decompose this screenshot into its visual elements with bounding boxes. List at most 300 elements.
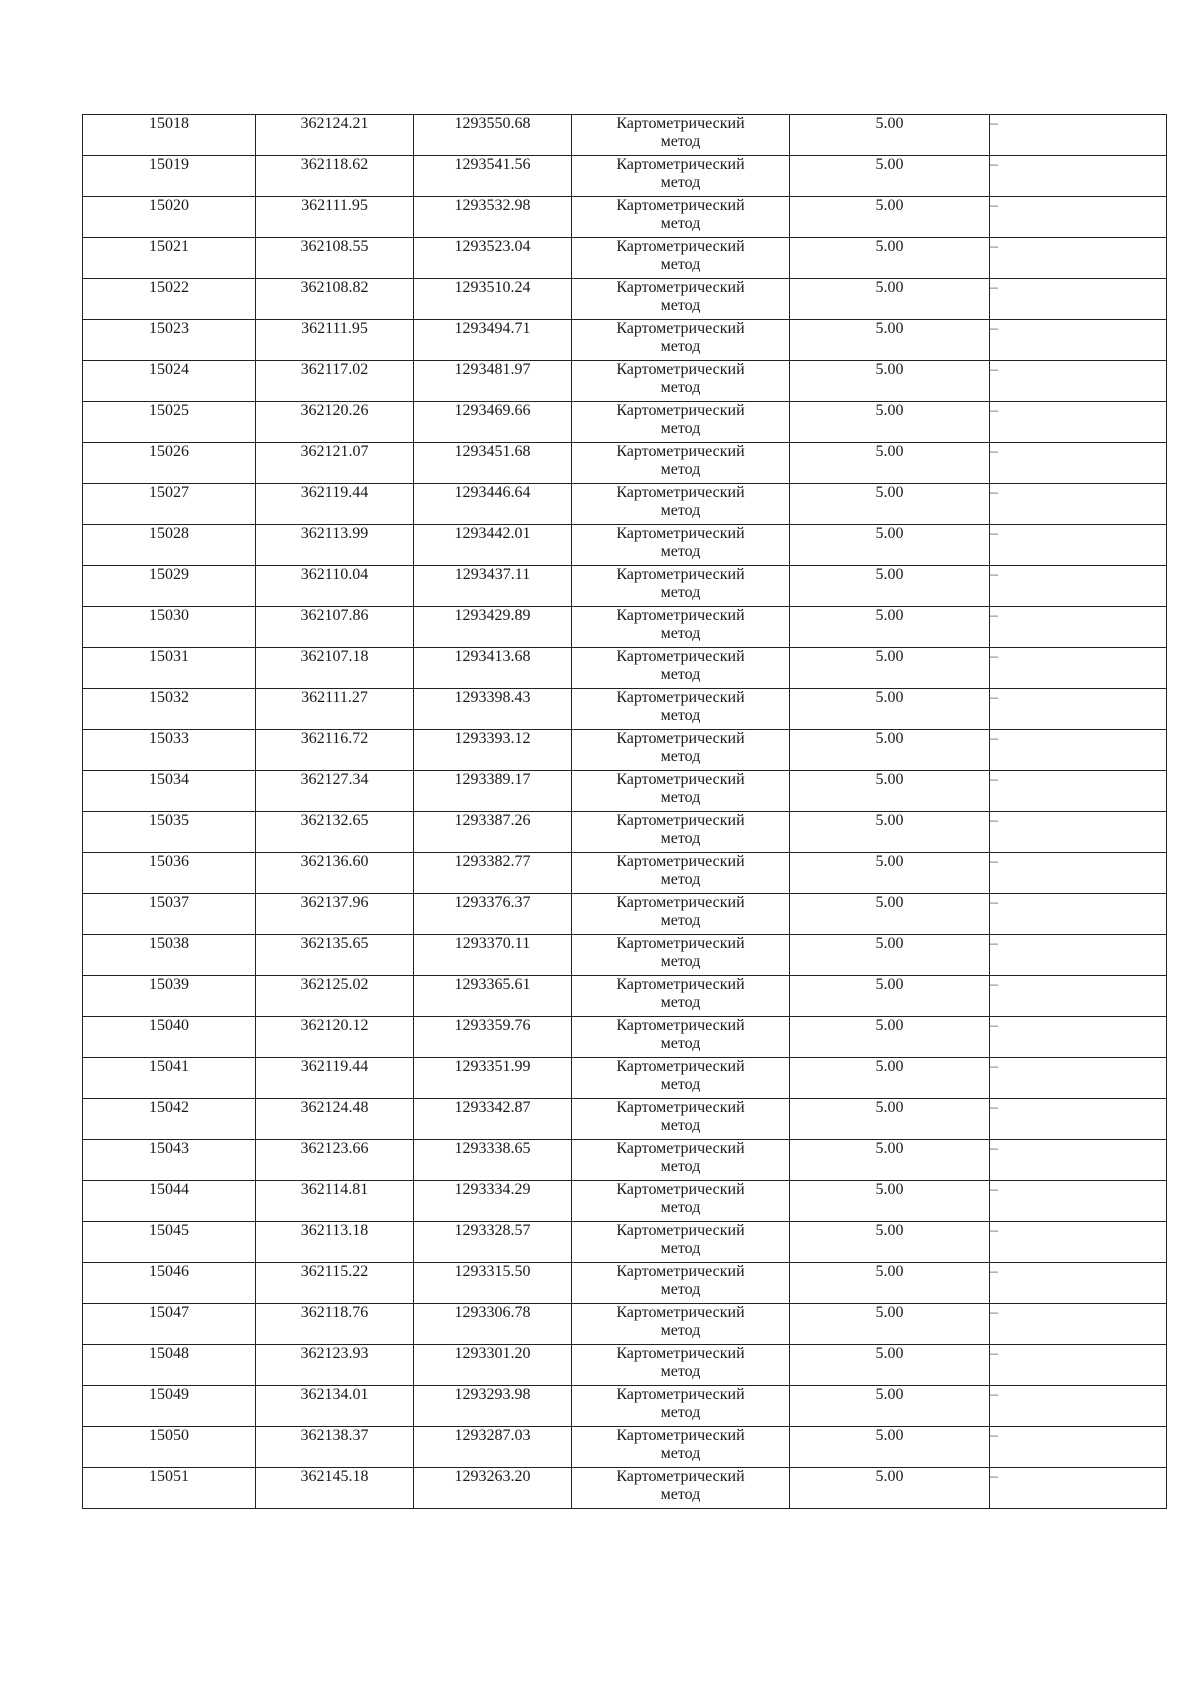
y-coordinate-cell: 1293413.68 bbox=[414, 648, 572, 689]
method-text-line1: Картометрический bbox=[616, 812, 745, 829]
point-number-cell: 15030 bbox=[83, 607, 256, 648]
y-coordinate-cell: 1293469.66 bbox=[414, 402, 572, 443]
method-cell bbox=[572, 197, 790, 238]
point-number-cell: 15049 bbox=[83, 1386, 256, 1427]
x-coordinate-cell: 362120.12 bbox=[256, 1017, 414, 1058]
method-text-line1: Картометрический bbox=[616, 1058, 745, 1075]
method-text-line2: метод bbox=[660, 1035, 701, 1052]
accuracy-cell: 5.00 bbox=[790, 1345, 990, 1386]
method-text-line2: метод bbox=[660, 1076, 701, 1093]
x-coordinate-cell: 362137.96 bbox=[256, 894, 414, 935]
method-text-line2: метод bbox=[660, 666, 701, 683]
accuracy-cell: 5.00 bbox=[790, 730, 990, 771]
accuracy-cell: 5.00 bbox=[790, 607, 990, 648]
table-row bbox=[83, 279, 1167, 320]
method-text-line2: метод bbox=[660, 1158, 701, 1175]
x-coordinate-cell: 362121.07 bbox=[256, 443, 414, 484]
method-text-line2: метод bbox=[660, 953, 701, 970]
y-coordinate-cell: 1293387.26 bbox=[414, 812, 572, 853]
method-text-line1: Картометрический bbox=[616, 1181, 745, 1198]
accuracy-cell: 5.00 bbox=[790, 238, 990, 279]
method-text-line1: Картометрический bbox=[616, 361, 745, 378]
accuracy-cell: 5.00 bbox=[790, 197, 990, 238]
accuracy-cell: 5.00 bbox=[790, 566, 990, 607]
table-row bbox=[83, 730, 1167, 771]
x-coordinate-cell: 362111.27 bbox=[256, 689, 414, 730]
accuracy-cell: 5.00 bbox=[790, 443, 990, 484]
y-coordinate-cell: 1293328.57 bbox=[414, 1222, 572, 1263]
method-text-line2: метод bbox=[660, 379, 701, 396]
note-cell: – bbox=[990, 730, 1167, 771]
table-row bbox=[83, 1386, 1167, 1427]
accuracy-cell: 5.00 bbox=[790, 279, 990, 320]
method-text-line1: Картометрический bbox=[616, 402, 745, 419]
method-cell bbox=[572, 771, 790, 812]
accuracy-cell: 5.00 bbox=[790, 771, 990, 812]
note-cell: – bbox=[990, 1304, 1167, 1345]
x-coordinate-cell: 362114.81 bbox=[256, 1181, 414, 1222]
method-text-line1: Картометрический bbox=[616, 1386, 745, 1403]
x-coordinate-cell: 362125.02 bbox=[256, 976, 414, 1017]
table-row bbox=[83, 1468, 1167, 1509]
method-cell bbox=[572, 812, 790, 853]
method-text-line1: Картометрический bbox=[616, 484, 745, 501]
method-text-line1: Картометрический bbox=[616, 730, 745, 747]
table-row bbox=[83, 566, 1167, 607]
point-number-cell: 15037 bbox=[83, 894, 256, 935]
accuracy-cell: 5.00 bbox=[790, 935, 990, 976]
note-cell: – bbox=[990, 402, 1167, 443]
method-text-line2: метод bbox=[660, 338, 701, 355]
method-cell bbox=[572, 648, 790, 689]
accuracy-cell: 5.00 bbox=[790, 1263, 990, 1304]
x-coordinate-cell: 362113.99 bbox=[256, 525, 414, 566]
method-text-line1: Картометрический bbox=[616, 1263, 745, 1280]
method-text-line2: метод bbox=[660, 789, 701, 806]
point-number-cell: 15023 bbox=[83, 320, 256, 361]
method-text-line1: Картометрический bbox=[616, 976, 745, 993]
note-cell: – bbox=[990, 1099, 1167, 1140]
y-coordinate-cell: 1293481.97 bbox=[414, 361, 572, 402]
method-text-line2: метод bbox=[660, 297, 701, 314]
method-text-line2: метод bbox=[660, 133, 701, 150]
x-coordinate-cell: 362111.95 bbox=[256, 320, 414, 361]
accuracy-cell: 5.00 bbox=[790, 1386, 990, 1427]
coordinates-table bbox=[82, 114, 1167, 1509]
method-cell bbox=[572, 402, 790, 443]
accuracy-cell: 5.00 bbox=[790, 812, 990, 853]
method-cell bbox=[572, 566, 790, 607]
point-number-cell: 15026 bbox=[83, 443, 256, 484]
method-text-line1: Картометрический bbox=[616, 115, 745, 132]
method-text-line1: Картометрический bbox=[616, 1345, 745, 1362]
table-row bbox=[83, 689, 1167, 730]
point-number-cell: 15019 bbox=[83, 156, 256, 197]
method-cell bbox=[572, 1263, 790, 1304]
method-text-line1: Картометрический bbox=[616, 1140, 745, 1157]
method-text-line2: метод bbox=[660, 543, 701, 560]
note-cell: – bbox=[990, 771, 1167, 812]
method-text-line2: метод bbox=[660, 994, 701, 1011]
accuracy-cell: 5.00 bbox=[790, 402, 990, 443]
method-text-line1: Картометрический bbox=[616, 443, 745, 460]
accuracy-cell: 5.00 bbox=[790, 853, 990, 894]
method-text-line2: метод bbox=[660, 461, 701, 478]
point-number-cell: 15040 bbox=[83, 1017, 256, 1058]
y-coordinate-cell: 1293398.43 bbox=[414, 689, 572, 730]
method-text-line2: метод bbox=[660, 502, 701, 519]
y-coordinate-cell: 1293442.01 bbox=[414, 525, 572, 566]
point-number-cell: 15042 bbox=[83, 1099, 256, 1140]
method-text-line2: метод bbox=[660, 1322, 701, 1339]
accuracy-cell: 5.00 bbox=[790, 689, 990, 730]
point-number-cell: 15022 bbox=[83, 279, 256, 320]
x-coordinate-cell: 362136.60 bbox=[256, 853, 414, 894]
note-cell: – bbox=[990, 525, 1167, 566]
y-coordinate-cell: 1293393.12 bbox=[414, 730, 572, 771]
method-cell bbox=[572, 1468, 790, 1509]
x-coordinate-cell: 362115.22 bbox=[256, 1263, 414, 1304]
method-text-line1: Картометрический bbox=[616, 935, 745, 952]
x-coordinate-cell: 362124.21 bbox=[256, 115, 414, 156]
table-row bbox=[83, 1304, 1167, 1345]
y-coordinate-cell: 1293370.11 bbox=[414, 935, 572, 976]
x-coordinate-cell: 362123.93 bbox=[256, 1345, 414, 1386]
table-row bbox=[83, 976, 1167, 1017]
method-cell bbox=[572, 894, 790, 935]
point-number-cell: 15045 bbox=[83, 1222, 256, 1263]
y-coordinate-cell: 1293429.89 bbox=[414, 607, 572, 648]
x-coordinate-cell: 362113.18 bbox=[256, 1222, 414, 1263]
y-coordinate-cell: 1293306.78 bbox=[414, 1304, 572, 1345]
method-cell bbox=[572, 1099, 790, 1140]
method-cell bbox=[572, 1386, 790, 1427]
table-row bbox=[83, 1427, 1167, 1468]
table-row bbox=[83, 812, 1167, 853]
method-cell bbox=[572, 1181, 790, 1222]
x-coordinate-cell: 362107.18 bbox=[256, 648, 414, 689]
y-coordinate-cell: 1293342.87 bbox=[414, 1099, 572, 1140]
point-number-cell: 15039 bbox=[83, 976, 256, 1017]
table-row bbox=[83, 361, 1167, 402]
y-coordinate-cell: 1293293.98 bbox=[414, 1386, 572, 1427]
method-cell bbox=[572, 1140, 790, 1181]
point-number-cell: 15051 bbox=[83, 1468, 256, 1509]
method-cell bbox=[572, 361, 790, 402]
method-text-line2: метод bbox=[660, 1404, 701, 1421]
note-cell: – bbox=[990, 443, 1167, 484]
note-cell: – bbox=[990, 689, 1167, 730]
method-text-line1: Картометрический bbox=[616, 853, 745, 870]
table-row bbox=[83, 1017, 1167, 1058]
y-coordinate-cell: 1293437.11 bbox=[414, 566, 572, 607]
method-text-line1: Картометрический bbox=[616, 566, 745, 583]
note-cell: – bbox=[990, 853, 1167, 894]
note-cell: – bbox=[990, 1263, 1167, 1304]
y-coordinate-cell: 1293382.77 bbox=[414, 853, 572, 894]
point-number-cell: 15031 bbox=[83, 648, 256, 689]
x-coordinate-cell: 362108.82 bbox=[256, 279, 414, 320]
accuracy-cell: 5.00 bbox=[790, 320, 990, 361]
x-coordinate-cell: 362134.01 bbox=[256, 1386, 414, 1427]
method-cell bbox=[572, 607, 790, 648]
method-cell bbox=[572, 1427, 790, 1468]
note-cell: – bbox=[990, 1468, 1167, 1509]
x-coordinate-cell: 362132.65 bbox=[256, 812, 414, 853]
accuracy-cell: 5.00 bbox=[790, 156, 990, 197]
x-coordinate-cell: 362119.44 bbox=[256, 1058, 414, 1099]
accuracy-cell: 5.00 bbox=[790, 1099, 990, 1140]
note-cell: – bbox=[990, 484, 1167, 525]
method-text-line2: метод bbox=[660, 1240, 701, 1257]
method-text-line1: Картометрический bbox=[616, 1222, 745, 1239]
y-coordinate-cell: 1293359.76 bbox=[414, 1017, 572, 1058]
point-number-cell: 15035 bbox=[83, 812, 256, 853]
table-row bbox=[83, 115, 1167, 156]
y-coordinate-cell: 1293510.24 bbox=[414, 279, 572, 320]
accuracy-cell: 5.00 bbox=[790, 1427, 990, 1468]
method-text-line2: метод bbox=[660, 1445, 701, 1462]
method-text-line1: Картометрический bbox=[616, 648, 745, 665]
method-text-line2: метод bbox=[660, 1486, 701, 1503]
method-text-line2: метод bbox=[660, 584, 701, 601]
y-coordinate-cell: 1293376.37 bbox=[414, 894, 572, 935]
accuracy-cell: 5.00 bbox=[790, 1017, 990, 1058]
table-row bbox=[83, 1181, 1167, 1222]
x-coordinate-cell: 362138.37 bbox=[256, 1427, 414, 1468]
method-cell bbox=[572, 115, 790, 156]
accuracy-cell: 5.00 bbox=[790, 1222, 990, 1263]
method-text-line2: метод bbox=[660, 748, 701, 765]
y-coordinate-cell: 1293446.64 bbox=[414, 484, 572, 525]
x-coordinate-cell: 362124.48 bbox=[256, 1099, 414, 1140]
accuracy-cell: 5.00 bbox=[790, 361, 990, 402]
y-coordinate-cell: 1293263.20 bbox=[414, 1468, 572, 1509]
point-number-cell: 15032 bbox=[83, 689, 256, 730]
method-text-line1: Картометрический bbox=[616, 894, 745, 911]
table-row bbox=[83, 484, 1167, 525]
method-text-line2: метод bbox=[660, 912, 701, 929]
coordinates-table-body bbox=[83, 115, 1167, 1509]
note-cell: – bbox=[990, 935, 1167, 976]
accuracy-cell: 5.00 bbox=[790, 525, 990, 566]
x-coordinate-cell: 362111.95 bbox=[256, 197, 414, 238]
method-text-line2: метод bbox=[660, 1199, 701, 1216]
method-cell bbox=[572, 484, 790, 525]
method-text-line2: метод bbox=[660, 625, 701, 642]
point-number-cell: 15028 bbox=[83, 525, 256, 566]
y-coordinate-cell: 1293389.17 bbox=[414, 771, 572, 812]
note-cell: – bbox=[990, 156, 1167, 197]
accuracy-cell: 5.00 bbox=[790, 115, 990, 156]
note-cell: – bbox=[990, 1017, 1167, 1058]
table-row bbox=[83, 607, 1167, 648]
point-number-cell: 15024 bbox=[83, 361, 256, 402]
y-coordinate-cell: 1293338.65 bbox=[414, 1140, 572, 1181]
table-row bbox=[83, 1345, 1167, 1386]
point-number-cell: 15027 bbox=[83, 484, 256, 525]
point-number-cell: 15036 bbox=[83, 853, 256, 894]
note-cell: – bbox=[990, 894, 1167, 935]
note-cell: – bbox=[990, 1222, 1167, 1263]
y-coordinate-cell: 1293541.56 bbox=[414, 156, 572, 197]
y-coordinate-cell: 1293451.68 bbox=[414, 443, 572, 484]
x-coordinate-cell: 362116.72 bbox=[256, 730, 414, 771]
method-text-line1: Картометрический bbox=[616, 607, 745, 624]
note-cell: – bbox=[990, 115, 1167, 156]
y-coordinate-cell: 1293287.03 bbox=[414, 1427, 572, 1468]
table-row bbox=[83, 771, 1167, 812]
method-text-line1: Картометрический bbox=[616, 689, 745, 706]
accuracy-cell: 5.00 bbox=[790, 1181, 990, 1222]
x-coordinate-cell: 362110.04 bbox=[256, 566, 414, 607]
accuracy-cell: 5.00 bbox=[790, 1058, 990, 1099]
method-cell bbox=[572, 1345, 790, 1386]
method-cell bbox=[572, 443, 790, 484]
method-text-line1: Картометрический bbox=[616, 525, 745, 542]
method-cell bbox=[572, 279, 790, 320]
accuracy-cell: 5.00 bbox=[790, 484, 990, 525]
note-cell: – bbox=[990, 1386, 1167, 1427]
x-coordinate-cell: 362117.02 bbox=[256, 361, 414, 402]
note-cell: – bbox=[990, 279, 1167, 320]
y-coordinate-cell: 1293494.71 bbox=[414, 320, 572, 361]
table-row bbox=[83, 1140, 1167, 1181]
point-number-cell: 15020 bbox=[83, 197, 256, 238]
x-coordinate-cell: 362118.76 bbox=[256, 1304, 414, 1345]
point-number-cell: 15038 bbox=[83, 935, 256, 976]
method-text-line1: Картометрический bbox=[616, 279, 745, 296]
method-cell bbox=[572, 1058, 790, 1099]
table-row bbox=[83, 648, 1167, 689]
point-number-cell: 15033 bbox=[83, 730, 256, 771]
note-cell: – bbox=[990, 976, 1167, 1017]
point-number-cell: 15048 bbox=[83, 1345, 256, 1386]
note-cell: – bbox=[990, 1345, 1167, 1386]
method-cell bbox=[572, 1304, 790, 1345]
accuracy-cell: 5.00 bbox=[790, 976, 990, 1017]
table-row bbox=[83, 894, 1167, 935]
method-text-line1: Картометрический bbox=[616, 1427, 745, 1444]
note-cell: – bbox=[990, 361, 1167, 402]
table-row bbox=[83, 1099, 1167, 1140]
method-text-line2: метод bbox=[660, 215, 701, 232]
x-coordinate-cell: 362107.86 bbox=[256, 607, 414, 648]
method-text-line2: метод bbox=[660, 830, 701, 847]
method-text-line2: метод bbox=[660, 707, 701, 724]
table-row bbox=[83, 156, 1167, 197]
table-row bbox=[83, 197, 1167, 238]
method-text-line2: метод bbox=[660, 871, 701, 888]
method-cell bbox=[572, 730, 790, 771]
method-text-line1: Картометрический bbox=[616, 320, 745, 337]
x-coordinate-cell: 362145.18 bbox=[256, 1468, 414, 1509]
method-cell bbox=[572, 1222, 790, 1263]
y-coordinate-cell: 1293532.98 bbox=[414, 197, 572, 238]
method-text-line1: Картометрический bbox=[616, 1468, 745, 1485]
table-row bbox=[83, 935, 1167, 976]
method-text-line2: метод bbox=[660, 1117, 701, 1134]
point-number-cell: 15021 bbox=[83, 238, 256, 279]
accuracy-cell: 5.00 bbox=[790, 1140, 990, 1181]
method-text-line2: метод bbox=[660, 1281, 701, 1298]
method-text-line2: метод bbox=[660, 256, 701, 273]
y-coordinate-cell: 1293523.04 bbox=[414, 238, 572, 279]
x-coordinate-cell: 362108.55 bbox=[256, 238, 414, 279]
table-row bbox=[83, 443, 1167, 484]
method-text-line2: метод bbox=[660, 1363, 701, 1380]
note-cell: – bbox=[990, 1058, 1167, 1099]
table-row bbox=[83, 853, 1167, 894]
accuracy-cell: 5.00 bbox=[790, 894, 990, 935]
table-row bbox=[83, 1058, 1167, 1099]
method-text-line1: Картометрический bbox=[616, 238, 745, 255]
accuracy-cell: 5.00 bbox=[790, 1304, 990, 1345]
y-coordinate-cell: 1293334.29 bbox=[414, 1181, 572, 1222]
x-coordinate-cell: 362135.65 bbox=[256, 935, 414, 976]
note-cell: – bbox=[990, 566, 1167, 607]
method-text-line2: метод bbox=[660, 420, 701, 437]
method-text-line2: метод bbox=[660, 174, 701, 191]
accuracy-cell: 5.00 bbox=[790, 1468, 990, 1509]
method-cell bbox=[572, 853, 790, 894]
y-coordinate-cell: 1293301.20 bbox=[414, 1345, 572, 1386]
point-number-cell: 15050 bbox=[83, 1427, 256, 1468]
note-cell: – bbox=[990, 1427, 1167, 1468]
note-cell: – bbox=[990, 1181, 1167, 1222]
table-row bbox=[83, 238, 1167, 279]
table-row bbox=[83, 402, 1167, 443]
y-coordinate-cell: 1293550.68 bbox=[414, 115, 572, 156]
note-cell: – bbox=[990, 812, 1167, 853]
method-text-line1: Картометрический bbox=[616, 197, 745, 214]
method-text-line1: Картометрический bbox=[616, 1017, 745, 1034]
method-text-line1: Картометрический bbox=[616, 1099, 745, 1116]
accuracy-cell: 5.00 bbox=[790, 648, 990, 689]
y-coordinate-cell: 1293351.99 bbox=[414, 1058, 572, 1099]
method-cell bbox=[572, 689, 790, 730]
table-row bbox=[83, 1263, 1167, 1304]
table-row bbox=[83, 1222, 1167, 1263]
method-cell bbox=[572, 976, 790, 1017]
point-number-cell: 15044 bbox=[83, 1181, 256, 1222]
x-coordinate-cell: 362119.44 bbox=[256, 484, 414, 525]
note-cell: – bbox=[990, 1140, 1167, 1181]
point-number-cell: 15047 bbox=[83, 1304, 256, 1345]
y-coordinate-cell: 1293315.50 bbox=[414, 1263, 572, 1304]
method-cell bbox=[572, 238, 790, 279]
note-cell: – bbox=[990, 238, 1167, 279]
method-cell bbox=[572, 935, 790, 976]
note-cell: – bbox=[990, 197, 1167, 238]
note-cell: – bbox=[990, 648, 1167, 689]
table-row bbox=[83, 525, 1167, 566]
y-coordinate-cell: 1293365.61 bbox=[414, 976, 572, 1017]
x-coordinate-cell: 362118.62 bbox=[256, 156, 414, 197]
method-cell bbox=[572, 1017, 790, 1058]
point-number-cell: 15043 bbox=[83, 1140, 256, 1181]
method-cell bbox=[572, 156, 790, 197]
point-number-cell: 15018 bbox=[83, 115, 256, 156]
method-text-line1: Картометрический bbox=[616, 1304, 745, 1321]
point-number-cell: 15029 bbox=[83, 566, 256, 607]
point-number-cell: 15034 bbox=[83, 771, 256, 812]
x-coordinate-cell: 362123.66 bbox=[256, 1140, 414, 1181]
point-number-cell: 15041 bbox=[83, 1058, 256, 1099]
point-number-cell: 15025 bbox=[83, 402, 256, 443]
note-cell: – bbox=[990, 320, 1167, 361]
method-text-line1: Картометрический bbox=[616, 156, 745, 173]
